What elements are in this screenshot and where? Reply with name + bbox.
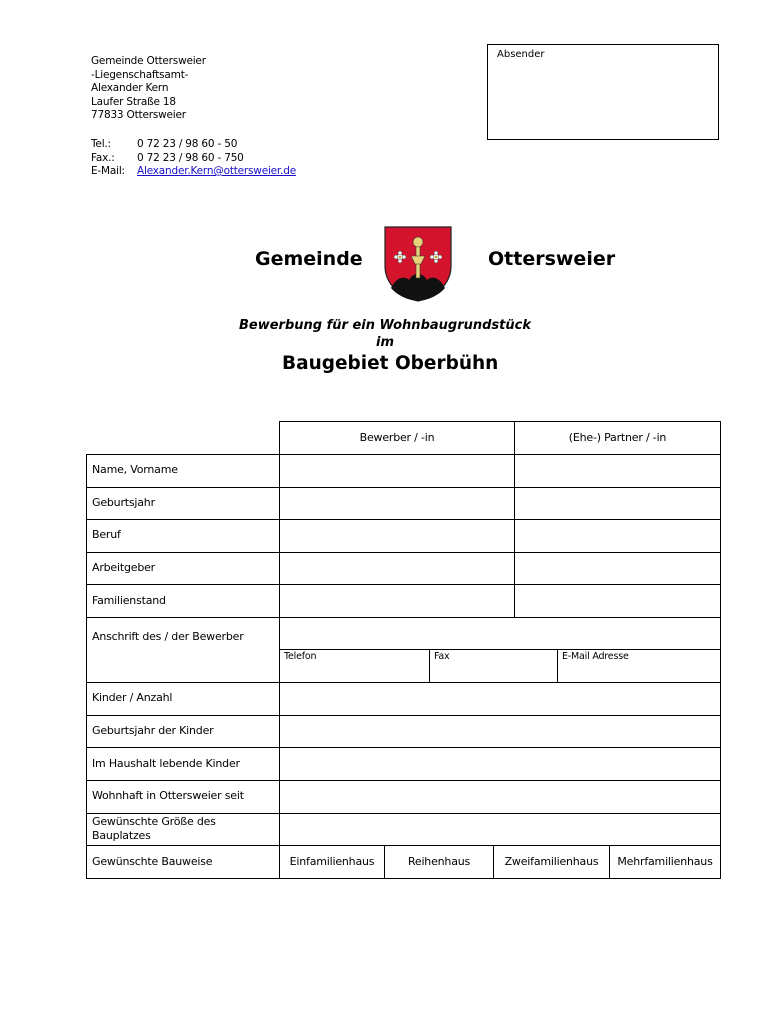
children-count-field[interactable] bbox=[280, 683, 720, 715]
sub-label-email: E-Mail Adresse bbox=[562, 651, 629, 662]
employer-applicant-field[interactable] bbox=[280, 553, 514, 584]
fax-value: 0 72 23 / 98 60 - 750 bbox=[137, 151, 244, 164]
marital-partner-field[interactable] bbox=[515, 585, 720, 617]
row-label-plot-size-cont: Bauplatzes bbox=[92, 829, 151, 842]
build-option-two-family[interactable]: Zweifamilienhaus bbox=[504, 855, 599, 868]
phone-value: 0 72 23 / 98 60 - 50 bbox=[137, 138, 238, 150]
email-field[interactable] bbox=[558, 662, 720, 682]
sender-label: Absender bbox=[497, 49, 545, 60]
children-birth-field[interactable] bbox=[280, 716, 720, 747]
recipient-address bbox=[91, 55, 206, 123]
phone-label: Tel.: bbox=[91, 138, 111, 150]
phone-field[interactable] bbox=[280, 662, 429, 682]
address-line: -Liegenschaftsamt- bbox=[91, 68, 189, 81]
job-partner-field[interactable] bbox=[515, 520, 720, 552]
column-header-partner: (Ehe-) Partner / -in bbox=[568, 431, 667, 444]
row-label-resident-since: Wohnhaft in Ottersweier seit bbox=[92, 789, 244, 802]
name-partner-field[interactable] bbox=[515, 455, 720, 487]
row-label-plot-size: Gewünschte Größe des bbox=[92, 815, 216, 828]
build-option-row-house[interactable]: Reihenhaus bbox=[407, 855, 471, 868]
row-label-name: Name, Vorname bbox=[92, 463, 178, 476]
marital-applicant-field[interactable] bbox=[280, 585, 514, 617]
row-label-birth-year: Geburtsjahr bbox=[92, 496, 155, 509]
row-label-marital-status: Familienstand bbox=[92, 594, 166, 607]
row-label-employer: Arbeitgeber bbox=[92, 561, 155, 574]
resident-since-field[interactable] bbox=[280, 781, 720, 813]
row-label-build-type: Gewünschte Bauweise bbox=[92, 855, 213, 868]
birth-year-partner-field[interactable] bbox=[515, 488, 720, 519]
sub-label-phone: Telefon bbox=[284, 651, 317, 662]
row-label-children-birth: Geburtsjahr der Kinder bbox=[92, 724, 214, 737]
fax-label: Fax.: bbox=[91, 151, 115, 164]
row-label-children-count: Kinder / Anzahl bbox=[92, 691, 173, 704]
address-field[interactable] bbox=[280, 618, 720, 649]
build-option-multi-family[interactable]: Mehrfamilienhaus bbox=[617, 855, 713, 868]
employer-partner-field[interactable] bbox=[515, 553, 720, 584]
build-option-single-family[interactable]: Einfamilienhaus bbox=[289, 855, 375, 868]
address-line: Alexander Kern bbox=[91, 82, 169, 94]
children-household-field[interactable] bbox=[280, 748, 720, 780]
email-link[interactable]: Alexander.Kern@ottersweier.de bbox=[137, 165, 296, 177]
brand-municipality: Gemeinde bbox=[255, 248, 363, 270]
birth-year-applicant-field[interactable] bbox=[280, 488, 514, 519]
row-label-address: Anschrift des / der Bewerber bbox=[92, 630, 244, 643]
address-line: Laufer Straße 18 bbox=[91, 95, 176, 108]
coat-of-arms-icon bbox=[383, 226, 453, 302]
sender-box[interactable] bbox=[487, 44, 719, 140]
form-title-connector: im bbox=[375, 335, 394, 350]
form-title: Bewerbung für ein Wohnbaugrundstück bbox=[238, 318, 531, 333]
row-label-children-household: Im Haushalt lebende Kinder bbox=[92, 757, 240, 770]
form-subtitle: Baugebiet Oberbühn bbox=[282, 353, 499, 374]
name-applicant-field[interactable] bbox=[280, 455, 514, 487]
address-line: 77833 Ottersweier bbox=[91, 109, 186, 121]
plot-size-field[interactable] bbox=[280, 814, 720, 845]
address-line: Gemeinde Ottersweier bbox=[91, 55, 206, 67]
phone-row bbox=[91, 138, 296, 152]
brand-town: Ottersweier bbox=[488, 248, 616, 270]
job-applicant-field[interactable] bbox=[280, 520, 514, 552]
row-label-job: Beruf bbox=[92, 528, 121, 541]
fax-row bbox=[91, 152, 296, 166]
contact-block bbox=[91, 138, 296, 179]
email-label: E-Mail: bbox=[91, 165, 125, 177]
column-header-applicant: Bewerber / -in bbox=[359, 431, 435, 444]
email-row bbox=[91, 165, 296, 179]
fax-field[interactable] bbox=[430, 662, 557, 682]
sub-label-fax: Fax bbox=[434, 651, 450, 662]
